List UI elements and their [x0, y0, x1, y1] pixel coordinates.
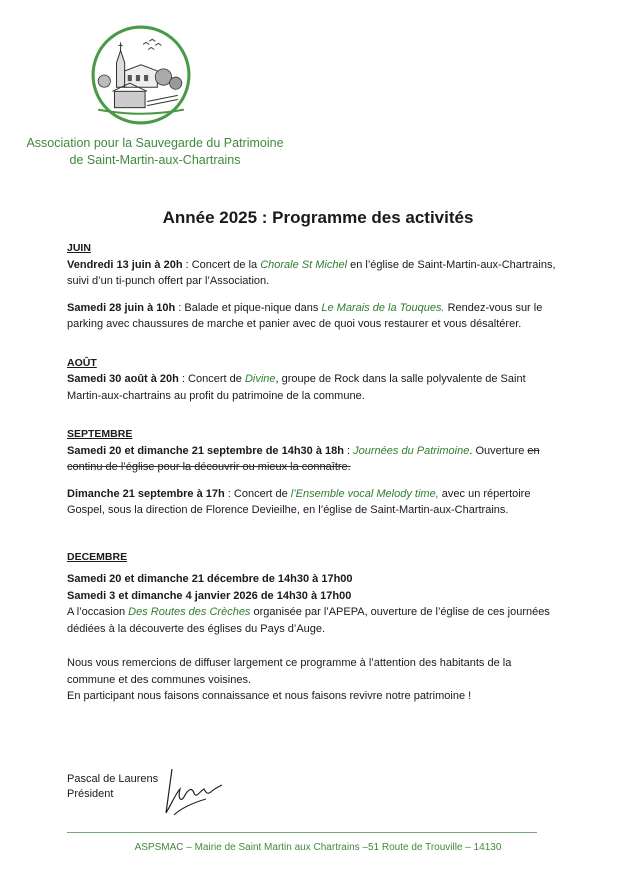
event-text: : Balade et pique-nique dans [175, 301, 322, 314]
association-name [20, 135, 290, 169]
event-text: en l’église de Saint-Martin-aux-Chartrains, suivi d’un ti-punch offert par l’Association. [67, 258, 556, 287]
handwritten-signature [158, 763, 228, 823]
signatory-role: Président [67, 788, 114, 800]
event-text: A l’occasion [67, 606, 129, 618]
event-date: Samedi 20 et dimanche 21 septembre de 14h30 à 18h [67, 444, 344, 457]
event-highlight: Des Routes des Crèches [128, 606, 251, 618]
event-date: Vendredi 13 juin à 20h [67, 258, 183, 271]
event-aout-1 [67, 371, 557, 404]
event-text: . Ouverture [469, 444, 528, 457]
section-heading-decembre: DECEMBRE [67, 550, 128, 563]
event-text: : Concert de [178, 373, 245, 385]
event-text: : Concert de la [182, 258, 261, 271]
association-name-line1: Association pour la Sauvegarde du Patrimoine [26, 136, 284, 150]
association-logo [90, 24, 192, 126]
footer-divider [67, 832, 537, 833]
event-text: Rendez-vous sur le parking avec chaussures de marche et panier avec de quoi vous restaurer et vous désaltérer. [67, 301, 543, 330]
section-heading-juin: JUIN [67, 242, 91, 254]
association-name-line2: de Saint-Martin-aux-Chartrains [69, 153, 241, 167]
event-highlight: Le Marais de la Touques. [321, 301, 445, 314]
page-title: Année 2025 : Programme des activités [162, 208, 474, 227]
event-juin-1 [67, 257, 557, 290]
event-text: : [343, 444, 354, 457]
event-juin-2 [67, 300, 557, 333]
event-highlight: l’Ensemble vocal Melody time, [290, 487, 439, 500]
event-struck-text: en continu de l’église pour la découvrir ou mieux la connaître. [67, 444, 540, 473]
event-septembre-2 [67, 486, 557, 519]
event-text: organisée par l’APEPA, ouverture de l’église de ces journées dédiées à la découverte des églises du Pays d’Auge. [67, 606, 550, 635]
section-heading-septembre: SEPTEMBRE [67, 428, 133, 440]
closing-message-2: En participant nous faisons connaissance et nous faisons revivre notre patrimoine ! [67, 690, 472, 702]
event-highlight: Divine [244, 373, 276, 385]
event-highlight: Journées du Patrimoine [353, 444, 470, 457]
section-heading-aout: AOÛT [67, 356, 97, 369]
program-content [67, 240, 557, 705]
footer-address: ASPSMAC – Mairie de Saint Martin aux Chartrains –51 Route de Trouville – 14130 [134, 842, 502, 853]
event-date: Samedi 30 août à 20h [67, 373, 179, 385]
event-decembre-date1 [67, 571, 557, 588]
event-date: Samedi 3 et dimanche 4 janvier 2026 de 14h30 à 17h00 [67, 589, 352, 602]
event-text: , groupe de Rock dans la salle polyvalente de Saint Martin-aux-chartrains au profit du patrimoine de la commune. [67, 373, 526, 402]
event-date: Dimanche 21 septembre à 17h [67, 487, 225, 500]
closing-message: Nous vous remercions de diffuser largement ce programme à l’attention des habitants de la commune et des communes voisines. [67, 657, 512, 686]
event-text: : Concert de [224, 487, 291, 500]
event-date: Samedi 20 et dimanche 21 décembre de 14h30 à 17h00 [67, 573, 353, 585]
event-decembre-text [67, 604, 557, 637]
signature-block [67, 772, 158, 802]
signatory-name: Pascal de Laurens [67, 773, 159, 785]
event-decembre-date2 [67, 588, 557, 605]
event-highlight: Chorale St Michel [260, 258, 348, 271]
event-date: Samedi 28 juin à 10h [67, 301, 176, 314]
event-septembre-1 [67, 443, 557, 476]
event-text: avec un répertoire Gospel, sous la direction de Florence Devieilhe, en l’église de Saint-Martin-aux-Chartrains. [67, 487, 531, 516]
